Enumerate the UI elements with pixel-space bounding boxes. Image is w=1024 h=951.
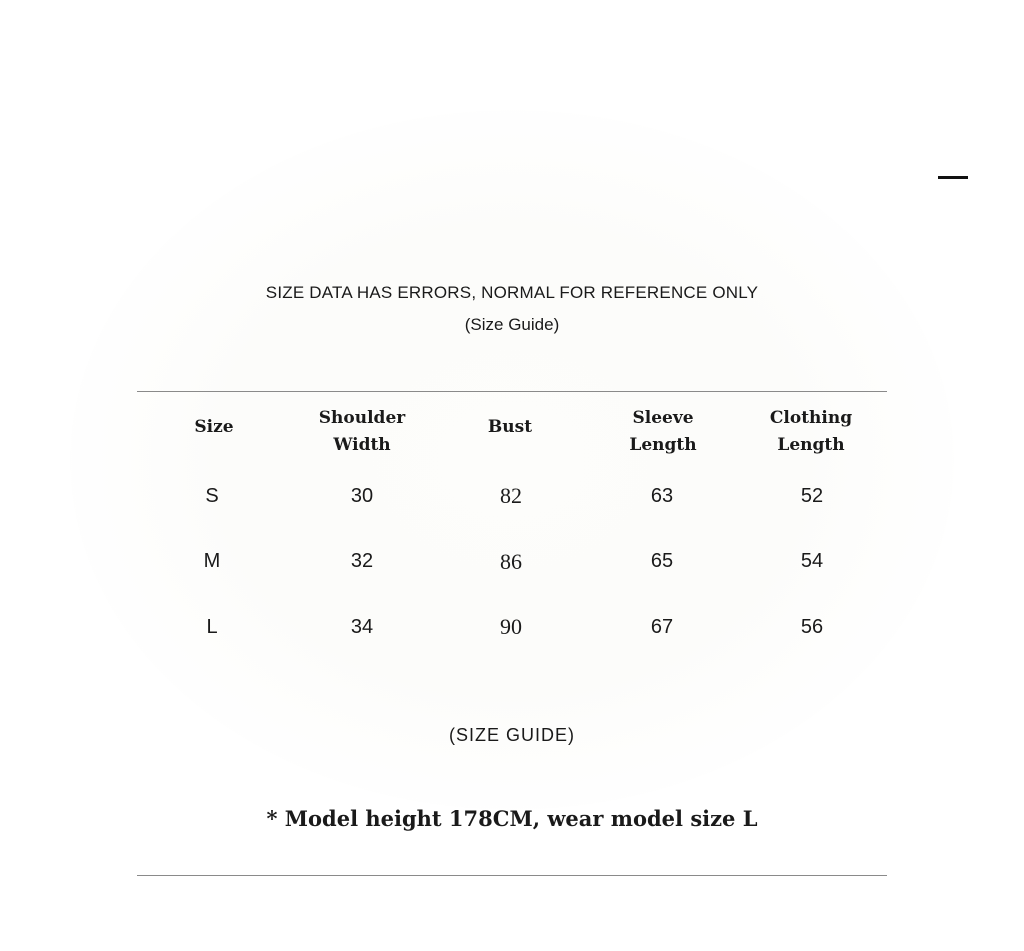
cell-bust: 82 [500, 483, 522, 508]
header-size: Size [194, 417, 234, 437]
header-sleeve-line1: Sleeve [632, 408, 694, 428]
reference-notice: SIZE DATA HAS ERRORS, NORMAL FOR REFERENCE ONLY [265, 283, 759, 302]
top-divider [137, 391, 887, 392]
cell-clothing: 54 [800, 550, 824, 572]
header-bust: Bust [487, 417, 533, 437]
background-glow [70, 110, 954, 810]
cell-size: M [203, 550, 221, 572]
cell-size: S [205, 485, 219, 507]
cell-clothing: 52 [800, 485, 824, 507]
minus-icon [938, 176, 968, 179]
cell-size: L [206, 616, 218, 638]
cell-shoulder: 32 [350, 550, 374, 572]
cell-shoulder: 30 [350, 485, 374, 507]
size-guide-caption: (SIZE GUIDE) [448, 725, 575, 745]
header-clothing-length [736, 405, 886, 459]
header-clothing-line1: Clothing [769, 408, 853, 428]
cell-bust: 90 [500, 614, 522, 639]
cell-sleeve: 63 [650, 485, 674, 507]
header-clothing-line2: Length [777, 435, 845, 455]
cell-clothing: 56 [800, 616, 824, 638]
header-shoulder-line1: Shoulder [318, 408, 406, 428]
header-shoulder-width [287, 405, 437, 459]
header-sleeve-line2: Length [629, 435, 697, 455]
cell-sleeve: 65 [650, 550, 674, 572]
header-shoulder-line2: Width [333, 435, 391, 455]
bottom-divider [137, 875, 887, 876]
header-sleeve-length [588, 405, 738, 459]
cell-sleeve: 67 [650, 616, 674, 638]
model-height-note: * Model height 178CM, wear model size L [266, 806, 758, 831]
size-guide-subtitle: (Size Guide) [464, 315, 560, 334]
cell-bust: 86 [500, 549, 522, 574]
cell-shoulder: 34 [350, 616, 374, 638]
